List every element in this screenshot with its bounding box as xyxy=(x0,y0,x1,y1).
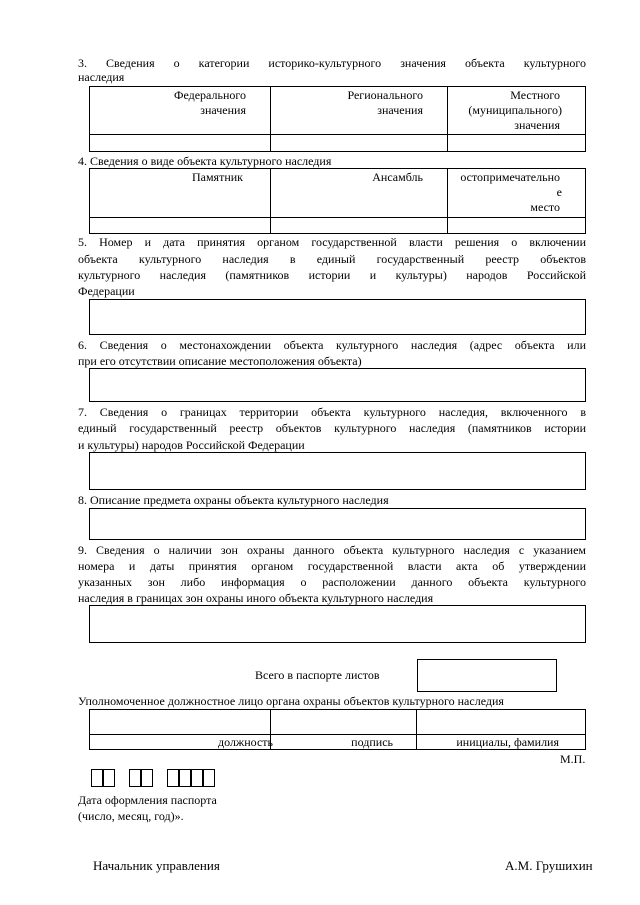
local-category-cell[interactable] xyxy=(448,135,585,151)
position-label: должность xyxy=(218,735,273,749)
total-sheets-label: Всего в паспорте листов xyxy=(255,668,380,682)
territory-boundaries-field[interactable] xyxy=(89,452,586,490)
protection-subject-field[interactable] xyxy=(89,508,586,540)
landmark-cell[interactable] xyxy=(448,218,585,233)
section-8-heading: 8. Описание предмета охраны объекта культурного наследия xyxy=(78,493,389,507)
initials-surname-label: инициалы, фамилия xyxy=(456,735,559,749)
landmark-header-line-3: место xyxy=(530,200,560,214)
section-7-heading-line-3: и культуры) народов Российской Федерации xyxy=(78,438,305,452)
section-5-heading-line-2: объекта культурного наследия в единый государственный реестр объектов xyxy=(78,252,586,266)
monument-header: Памятник xyxy=(191,170,243,184)
registry-decision-field[interactable] xyxy=(89,299,586,335)
signature-label: подпись xyxy=(351,735,393,749)
year-digit-1-box[interactable] xyxy=(167,769,179,787)
section-3-heading-line-2: наследия xyxy=(78,70,125,84)
initials-surname-field[interactable] xyxy=(417,710,585,733)
year-digit-4-box[interactable] xyxy=(203,769,215,787)
federal-category-header-line-1: Федерального xyxy=(173,88,246,102)
signatory-title: Начальник управления xyxy=(93,858,220,873)
section-3-heading-line-1: 3. Сведения о категории историко-культурного значения объекта культурного xyxy=(78,56,586,70)
section-5-heading-line-3: культурного наследия (памятников истории и культуры) народов Российской xyxy=(78,268,586,282)
year-digit-2-box[interactable] xyxy=(179,769,191,787)
section-9-heading-line-3: указанных зон либо информация о расположении данного объекта культурного xyxy=(78,575,586,589)
federal-category-cell[interactable] xyxy=(90,135,269,151)
stamp-place-label: М.П. xyxy=(560,752,586,766)
section-9-heading-line-2: номера и даты принятия органом государственной власти акта об утверждении xyxy=(78,559,586,573)
regional-category-header-line-2: значения xyxy=(377,103,423,117)
signature-field[interactable] xyxy=(271,710,415,733)
year-digit-3-box[interactable] xyxy=(191,769,203,787)
regional-category-header-line-1: Регионального xyxy=(347,88,423,102)
federal-category-header-line-2: значения xyxy=(200,103,246,117)
section-6-heading-line-2: при его отсутствии описание местоположения объекта) xyxy=(78,354,362,368)
total-sheets-field[interactable] xyxy=(417,659,557,692)
day-digit-2-box[interactable] xyxy=(103,769,115,787)
signatory-name: А.М. Грушихин xyxy=(505,858,593,873)
issue-date-label: Дата оформления паспорта xyxy=(78,793,217,807)
location-field[interactable] xyxy=(89,368,586,402)
ensemble-header: Ансамбль xyxy=(372,170,423,184)
official-heading: Уполномоченное должностное лицо органа охраны объектов культурного наследия xyxy=(78,694,504,708)
monument-cell[interactable] xyxy=(90,218,269,233)
section-6-heading-line-1: 6. Сведения о местонахождении объекта культурного наследия (адрес объекта или xyxy=(78,338,586,352)
section-5-heading-line-4: Федерации xyxy=(78,284,135,298)
local-category-header-line-3: значения xyxy=(514,118,560,132)
month-digit-1-box[interactable] xyxy=(129,769,141,787)
issue-date-format-label: (число, месяц, год)». xyxy=(78,809,184,823)
month-digit-2-box[interactable] xyxy=(141,769,153,787)
section-5-heading-line-1: 5. Номер и дата принятия органом государственной власти решения о включении xyxy=(78,235,586,249)
section-7-heading-line-2: единый государственный реестр объектов культурного наследия (памятников истории xyxy=(78,421,586,435)
section-9-heading-line-1: 9. Сведения о наличии зон охраны данного объекта культурного наследия с указанием xyxy=(78,543,586,557)
section-7-heading-line-1: 7. Сведения о границах территории объекта культурного наследия, включенного в xyxy=(78,405,586,419)
landmark-header-line-2: е xyxy=(556,185,562,199)
ensemble-cell[interactable] xyxy=(271,218,446,233)
local-category-header-line-2: (муниципального) xyxy=(468,103,562,117)
protection-zones-field[interactable] xyxy=(89,605,586,643)
landmark-header-line-1: остопримечательно xyxy=(460,170,560,184)
position-field[interactable] xyxy=(90,710,269,733)
local-category-header-line-1: Местного xyxy=(510,88,560,102)
section-4-heading: 4. Сведения о виде объекта культурного наследия xyxy=(78,154,332,168)
section-9-heading-line-4: наследия в границах зон охраны иного объекта культурного наследия xyxy=(78,591,434,605)
day-digit-1-box[interactable] xyxy=(91,769,103,787)
regional-category-cell[interactable] xyxy=(271,135,446,151)
